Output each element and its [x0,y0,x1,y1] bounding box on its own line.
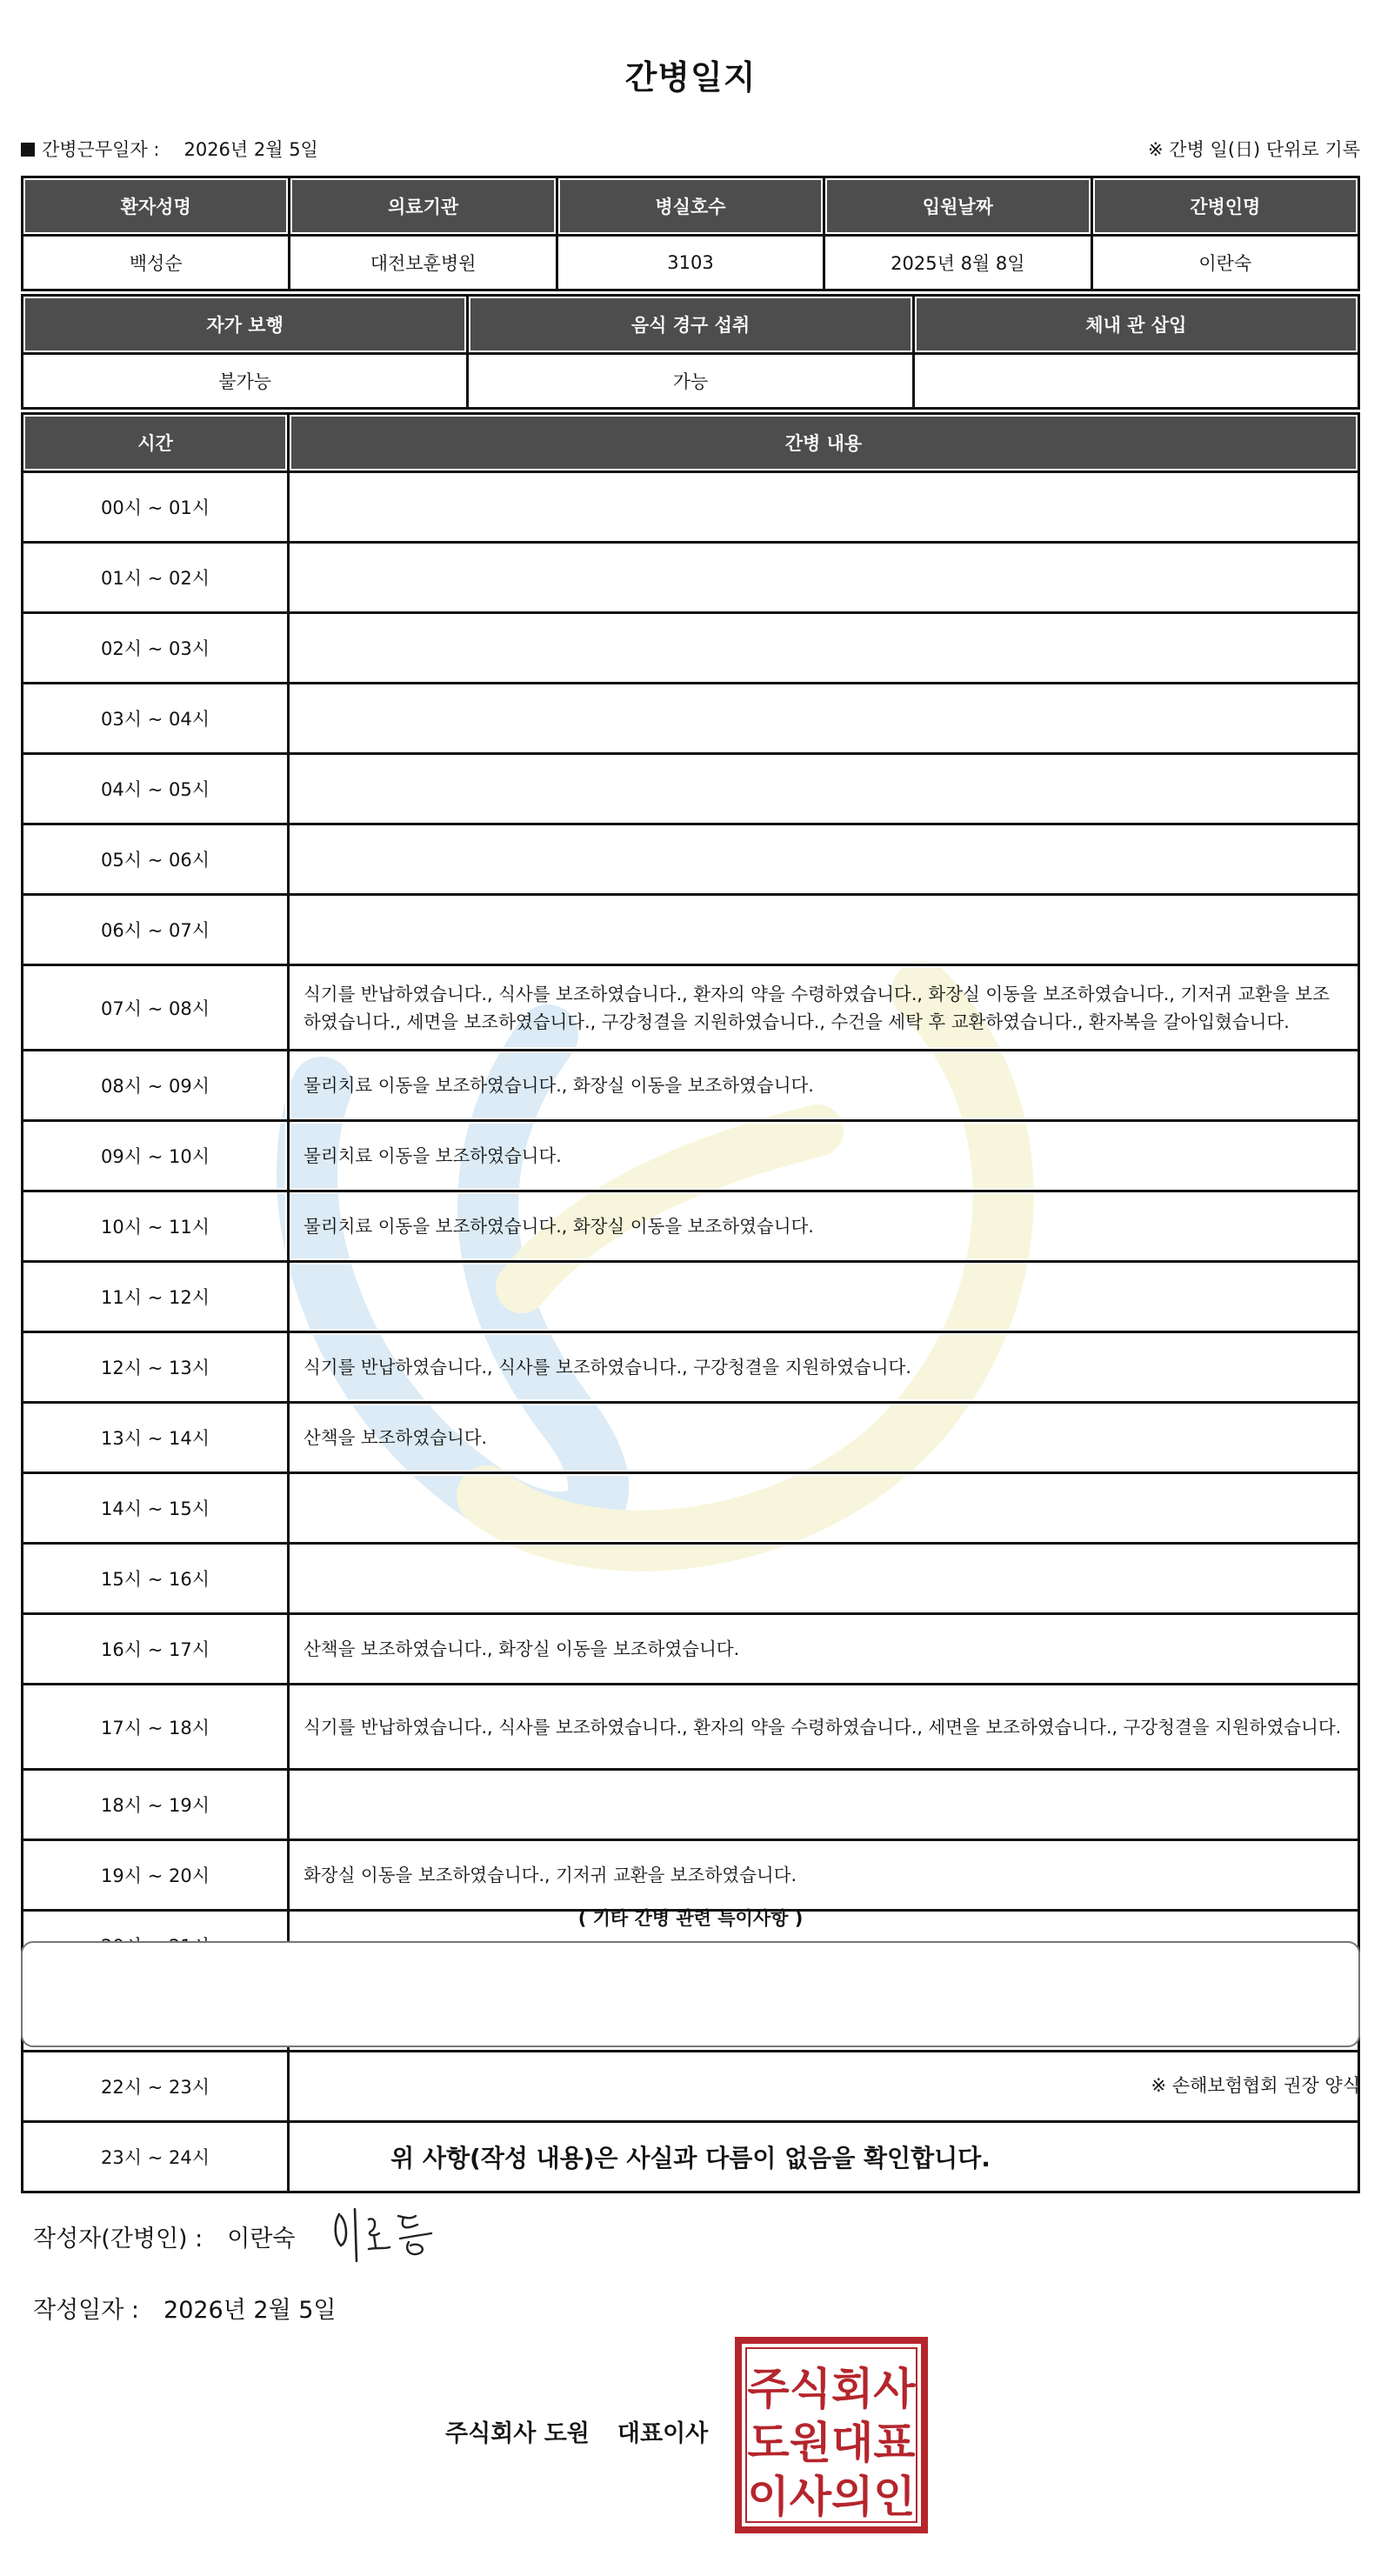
table-row [23,472,1359,543]
time-cell: 09시 ~ 10시 [23,1121,289,1191]
tube-insertion [913,354,1358,409]
content-cell [289,613,1359,684]
work-date-label: 간병근무일자 : [42,139,160,160]
time-cell: 06시 ~ 07시 [23,895,289,965]
company-line [445,2414,708,2448]
table-row [23,1614,1359,1685]
time-cell: 10시 ~ 11시 [23,1191,289,1262]
table-row [23,1262,1359,1332]
table-row [23,754,1359,824]
time-cell: 02시 ~ 03시 [23,613,289,684]
header-hospital: 의료기관 [290,177,557,236]
content-cell: 물리치료 이동을 보조하였습니다., 화장실 이동을 보조하였습니다. [289,1051,1359,1121]
table-row [23,1121,1359,1191]
header-oral-intake: 음식 경구 섭취 [468,296,913,354]
patient-status-table [21,294,1360,410]
write-date-line [33,2291,337,2325]
header-time: 시간 [23,414,289,472]
table-row [23,824,1359,895]
write-date-value: 2026년 2월 5일 [163,2297,337,2324]
time-cell: 16시 ~ 17시 [23,1614,289,1685]
content-cell [289,1544,1359,1614]
time-cell: 23시 ~ 24시 [23,2122,289,2192]
content-cell [289,1262,1359,1332]
content-cell [289,543,1359,613]
time-cell: 17시 ~ 18시 [23,1685,289,1770]
table-row [23,895,1359,965]
writer-label: 작성자(간병인) : [33,2226,203,2252]
svg-text:이사의인: 이사의인 [747,2472,916,2522]
self-walking: 불가능 [23,354,468,409]
time-cell: 05시 ~ 06시 [23,824,289,895]
table-row [23,1332,1359,1403]
content-cell [289,472,1359,543]
time-cell: 15시 ~ 16시 [23,1544,289,1614]
company-name: 주식회사 도원 [445,2420,590,2447]
content-cell [289,754,1359,824]
special-notes-box[interactable] [21,1941,1360,2047]
insurance-note: ※ 손해보험협회 권장 양식 [1151,2075,1360,2096]
company-seal [734,2336,929,2534]
writer-name: 이란숙 [227,2226,296,2252]
record-note: ※ 간병 일(日) 단위로 기록 [1148,139,1360,160]
time-cell: 14시 ~ 15시 [23,1473,289,1544]
content-cell: 산책을 보조하였습니다., 화장실 이동을 보조하였습니다. [289,1614,1359,1685]
table-row [23,1770,1359,1840]
confirmation-statement: 위 사항(작성 내용)은 사실과 다름이 없음을 확인합니다. [390,2144,991,2172]
content-cell [289,1770,1359,1840]
square-bullet-icon [21,143,35,157]
svg-text:도원대표: 도원대표 [747,2418,916,2468]
table-row [23,965,1359,1051]
time-cell: 13시 ~ 14시 [23,1403,289,1473]
content-cell: 산책을 보조하였습니다. [289,1403,1359,1473]
content-cell [289,684,1359,754]
page-title: 간병일지 [624,58,757,97]
svg-text:주식회사: 주식회사 [747,2364,916,2414]
content-cell [289,1473,1359,1544]
header-admission-date: 입원날짜 [824,177,1091,236]
content-cell [289,895,1359,965]
header-self-walking: 자가 보행 [23,296,468,354]
time-cell: 18시 ~ 19시 [23,1770,289,1840]
representative-title: 대표이사 [617,2420,709,2447]
time-cell: 08시 ~ 09시 [23,1051,289,1121]
write-date-label: 작성일자 : [33,2297,140,2324]
time-cell: 22시 ~ 23시 [23,2052,289,2122]
special-notes-label: ( 기타 간병 관련 특이사항 ) [577,1908,804,1929]
table-row [23,1051,1359,1121]
content-cell [289,824,1359,895]
header-care-content: 간병 내용 [289,414,1359,472]
table-row [23,1191,1359,1262]
handwritten-signature [330,2204,444,2273]
patient-info-table [21,176,1360,291]
header-room-number: 병실호수 [557,177,824,236]
admission-date: 2025년 8월 8일 [824,236,1091,290]
header-tube-insertion: 체내 관 삽입 [913,296,1358,354]
time-cell: 01시 ~ 02시 [23,543,289,613]
content-cell: 식기를 반납하였습니다., 식사를 보조하였습니다., 환자의 약을 수령하였습니다., 세면을 보조하였습니다., 구강청결을 지원하였습니다. [289,1685,1359,1770]
hospital: 대전보훈병원 [290,236,557,290]
content-cell: 물리치료 이동을 보조하였습니다., 화장실 이동을 보조하였습니다. [289,1191,1359,1262]
time-cell: 07시 ~ 08시 [23,965,289,1051]
table-row [23,1840,1359,1911]
content-cell: 식기를 반납하였습니다., 식사를 보조하였습니다., 구강청결을 지원하였습니다. [289,1332,1359,1403]
time-cell: 03시 ~ 04시 [23,684,289,754]
table-row [23,613,1359,684]
content-cell: 물리치료 이동을 보조하였습니다. [289,1121,1359,1191]
work-date-value: 2026년 2월 5일 [183,139,318,160]
room-number: 3103 [557,236,824,290]
header-patient-name: 환자성명 [23,177,290,236]
time-cell: 04시 ~ 05시 [23,754,289,824]
time-cell: 00시 ~ 01시 [23,472,289,543]
work-date [21,136,318,162]
table-row [23,1685,1359,1770]
table-row [23,1473,1359,1544]
caregiver-name: 이란숙 [1091,236,1358,290]
time-cell: 11시 ~ 12시 [23,1262,289,1332]
time-cell: 19시 ~ 20시 [23,1840,289,1911]
table-row [23,684,1359,754]
table-row [23,1544,1359,1614]
table-row [23,543,1359,613]
content-cell: 식기를 반납하였습니다., 식사를 보조하였습니다., 환자의 약을 수령하였습니다., 화장실 이동을 보조하였습니다., 기저귀 교환을 보조하였습니다., 세면을 보조하였습니다., 구강청결을 지원하였습니다., 수건을 세탁 후 교환하였습니다., 환자복을 갈아입혔습니다. [289,965,1359,1051]
time-cell: 12시 ~ 13시 [23,1332,289,1403]
writer-line [33,2219,296,2253]
patient-name: 백성순 [23,236,290,290]
header-caregiver-name: 간병인명 [1091,177,1358,236]
oral-intake: 가능 [468,354,913,409]
content-cell: 화장실 이동을 보조하였습니다., 기저귀 교환을 보조하였습니다. [289,1840,1359,1911]
table-row [23,1403,1359,1473]
